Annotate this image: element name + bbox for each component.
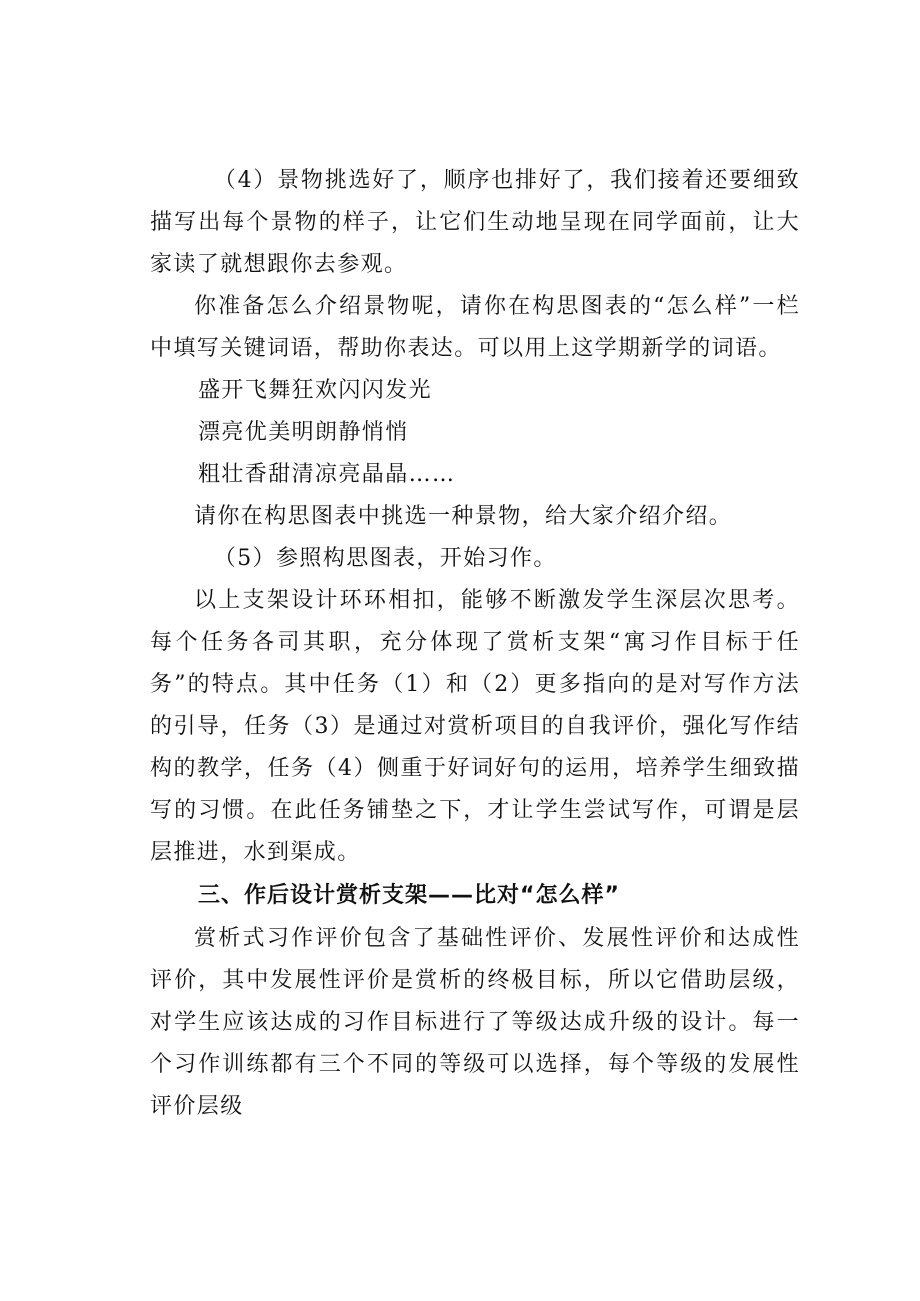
step4-paragraph: （4）景物挑选好了，顺序也排好了，我们接着还要细致描写出每个景物的样子，让它们生动地呈现在同学面前，让大家读了就想跟你去参观。 — [150, 168, 800, 277]
step5-paragraph: （5）参照构思图表，开始习作。 — [213, 546, 557, 571]
vocabulary-line-3: 粗壮香甜清凉亮晶晶…… — [198, 462, 456, 487]
section-heading: 三、作后设计赏析支架——比对“怎么样” — [198, 883, 620, 908]
vocabulary-line-1: 盛开飞舞狂欢闪闪发光 — [198, 378, 433, 403]
document-page — [150, 160, 800, 1128]
section-body-paragraph: 赏析式习作评价包含了基础性评价、发展性评价和达成性评价，其中发展性评价是赏析的终极目标，所以它借助层级，对学生应该达成的习作目标进行了等级达成升级的设计。每一个习作训练都有三个不同的等级可以选择，每个等级的发展性评价层级 — [150, 926, 800, 1119]
step4-choice-paragraph: 请你在构思图表中挑选一种景物，给大家介绍介绍。 — [194, 504, 733, 529]
analysis-paragraph: 以上支架设计环环相扣，能够不断激发学生深层次思考。每个任务各司其职，充分体现了赏析支架“寓习作目标于任务”的特点。其中任务（1）和（2）更多指向的是对写作方法的引导，任务（3）是通过对赏析项目的自我评价，强化写作结构的教学，任务（4）侧重于好词好句的运用，培养学生细致描写的习惯。在此任务铺垫之下，才让学生尝试写作，可谓是层层推进，水到渠成。 — [150, 588, 800, 865]
step4-instruction-paragraph: 你准备怎么介绍景物呢，请你在构思图表的“怎么样”一栏中填写关键词语，帮助你表达。可以用上这学期新学的词语。 — [150, 294, 800, 361]
vocabulary-line-2: 漂亮优美明朗静悄悄 — [198, 420, 409, 445]
